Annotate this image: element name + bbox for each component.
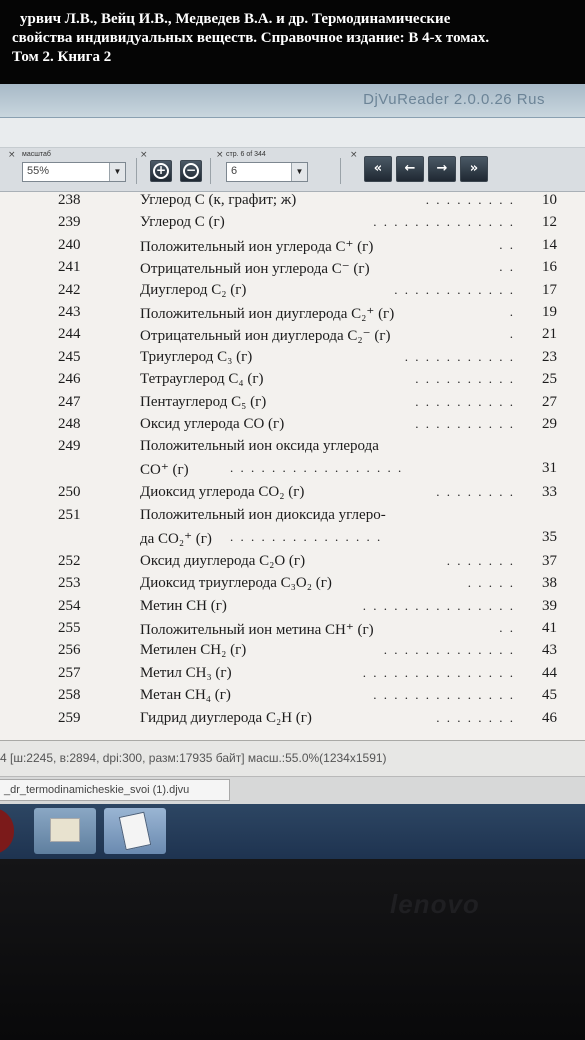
toc-number: 253 — [58, 575, 81, 592]
toc-page-number: 23 — [542, 348, 557, 365]
toc-page-number: 14 — [542, 236, 557, 253]
toc-page-number: 21 — [542, 326, 557, 343]
toc-number: 245 — [58, 348, 81, 365]
window-titlebar — [0, 84, 585, 118]
toc-title: Диуглерод C₂ (г) — [140, 281, 247, 298]
toc-number: 256 — [58, 642, 81, 659]
toc-row[interactable] — [0, 237, 585, 259]
toc-leader-dots: . . . . . . . . . . . . . . — [373, 214, 515, 230]
toolbar-divider — [136, 158, 137, 184]
toc-number: 244 — [58, 326, 81, 343]
toc-title: Положительный ион диоксида углеро- — [140, 506, 386, 523]
toc-row[interactable] — [0, 642, 585, 664]
toc-number: 254 — [58, 597, 81, 614]
chevron-down-icon[interactable]: ▼ — [291, 163, 307, 181]
toc-row[interactable] — [0, 349, 585, 371]
toc-row[interactable] — [0, 259, 585, 281]
toc-page-number: 17 — [542, 281, 557, 298]
toc-page-number: 38 — [542, 575, 557, 592]
toc-number: 255 — [58, 620, 81, 636]
toc-leader-dots: . — [509, 326, 515, 342]
toc-leader-dots: . . . . . . . . . . . . . . . — [362, 664, 515, 680]
toc-number: 259 — [58, 709, 81, 726]
taskbar — [0, 804, 585, 859]
toc-leader-dots: . . . . . . . . . . — [415, 416, 515, 431]
book-caption — [0, 0, 585, 84]
toc-title-continued: CO⁺ (г) — [140, 462, 189, 479]
toolbar — [0, 148, 585, 192]
toc-row[interactable] — [0, 507, 585, 553]
toolbar-grip-close-icon[interactable]: × — [140, 150, 148, 160]
toc-page-number: 10 — [542, 192, 557, 208]
toc-title: Метан CH₄ (г) — [140, 687, 231, 704]
toc-leader-dots: . . . . . . . . . . . — [404, 348, 515, 364]
toc-row[interactable] — [0, 484, 585, 506]
toc-page-number: 43 — [542, 642, 557, 659]
page-label: стр. 6 of 344 — [226, 151, 266, 158]
toc-page-number: 39 — [542, 597, 557, 614]
toc-leader-dots: . . — [499, 236, 515, 252]
toc-row[interactable] — [0, 553, 585, 575]
toc-page-number: 25 — [542, 371, 557, 388]
toc-row[interactable] — [0, 326, 585, 348]
toc-leader-dots: . . — [499, 620, 515, 635]
menubar — [0, 118, 585, 148]
toc-leader-dots: . . . . . . . . — [436, 484, 515, 500]
toc-leader-dots: . . . . . . . . . . . . . — [383, 642, 515, 658]
toc-page-number: 41 — [542, 620, 557, 636]
caption-line-2: свойства индивидуальных веществ. Справочное издание: В 4-х томах. — [12, 30, 490, 46]
toc-number: 240 — [58, 236, 81, 253]
page-value: 6 — [231, 165, 238, 177]
status-text: 4 [ш:2245, в:2894, dpi:300, разм:17935 байт] масш.:55.0%(1234x1591) — [0, 751, 387, 765]
toc-page-number: 19 — [542, 304, 557, 320]
toolbar-divider — [210, 158, 211, 184]
toc-row[interactable] — [0, 687, 585, 709]
toc-title: Триуглерод C₃ (г) — [140, 348, 253, 365]
document-tab[interactable] — [0, 779, 230, 801]
zoom-label: масштаб — [22, 151, 51, 158]
caption-line-3: Том 2. Книга 2 — [12, 49, 112, 65]
toolbar-grip-close-icon[interactable]: × — [8, 150, 16, 160]
caption-line-1: урвич Л.В., Вейц И.В., Медведев В.А. и др. Термодинамические — [20, 11, 451, 27]
toolbar-divider — [340, 158, 341, 184]
toc-page-number: 45 — [542, 687, 557, 704]
toc-page-number: 29 — [542, 416, 557, 432]
toc-leader-dots: . . . . . . . . . . — [415, 393, 515, 409]
toc-leader-dots: . . . . . . . . . . — [415, 371, 515, 387]
folder-icon — [50, 818, 80, 842]
toc-row[interactable] — [0, 192, 585, 214]
toc-title: Углерод C (к, графит; ж) — [140, 192, 297, 208]
toc-row[interactable] — [0, 371, 585, 393]
zoom-in-icon[interactable]: + — [150, 160, 172, 182]
toc-title: Метилен CH₂ (г) — [140, 642, 247, 659]
toc-page-number: 33 — [542, 484, 557, 501]
toolbar-grip-close-icon[interactable]: × — [350, 150, 358, 160]
chevron-down-icon[interactable]: ▼ — [109, 163, 125, 181]
status-bar — [0, 740, 585, 776]
toc-leader-dots: . . — [499, 259, 515, 275]
tab-filename: _dr_termodinamicheskie_svoi (1).djvu — [4, 784, 190, 796]
toc-leader-dots: . . . . . . . . — [436, 709, 515, 725]
toc-number: 243 — [58, 304, 81, 320]
toc-page-number: 37 — [542, 552, 557, 569]
last-page-icon[interactable]: » — [460, 156, 488, 182]
toc-number: 248 — [58, 416, 81, 432]
toc-page-number: 12 — [542, 214, 557, 231]
toc-leader-dots: . . . . . . . . . . . . — [394, 281, 515, 297]
toc-title: Положительный ион оксида углерода — [140, 438, 379, 455]
page-select[interactable] — [226, 162, 308, 182]
toc-title: Диоксид углерода CO₂ (г) — [140, 484, 305, 501]
toolbar-grip-close-icon[interactable]: × — [216, 150, 224, 160]
toc-page-number: 31 — [542, 460, 557, 477]
toc-number: 249 — [58, 438, 81, 455]
toc-leader-dots: . . . . . . . . . . . . . . . — [230, 528, 383, 544]
toc-leader-dots: . . . . . . . — [446, 552, 515, 568]
toc-title: Оксид углерода CO (г) — [140, 416, 285, 432]
toc-row[interactable] — [0, 665, 585, 687]
prev-page-icon[interactable]: ← — [396, 156, 424, 182]
toc-number: 242 — [58, 281, 81, 298]
document-icon — [119, 812, 152, 851]
toc-leader-dots: . . . . . . . . . . . . . . — [373, 687, 515, 703]
toc-title: Метин CH (г) — [140, 597, 227, 614]
toc-title: Тетрауглерод C₄ (г) — [140, 371, 264, 388]
toc-row[interactable] — [0, 394, 585, 416]
toc-page-number: 35 — [542, 528, 557, 545]
toc-row[interactable] — [0, 710, 585, 732]
taskbar-app-icon[interactable] — [0, 808, 14, 854]
toc-number: 257 — [58, 664, 81, 681]
toc-leader-dots: . — [509, 304, 515, 319]
toc-number: 258 — [58, 687, 81, 704]
toc-leader-dots: . . . . . . . . . — [425, 192, 515, 207]
toc-number: 246 — [58, 371, 81, 388]
toc-title: Пентауглерод C₅ (г) — [140, 393, 267, 410]
zoom-out-icon[interactable]: − — [180, 160, 202, 182]
toc-row[interactable] — [0, 304, 585, 326]
taskbar-explorer-icon[interactable] — [34, 808, 96, 854]
next-page-icon[interactable]: → — [428, 156, 456, 182]
toc-title: Положительный ион метина CH⁺ (г) — [140, 622, 374, 638]
first-page-icon[interactable]: « — [364, 156, 392, 182]
zoom-select[interactable] — [22, 162, 126, 182]
toc-row[interactable] — [0, 416, 585, 438]
toc-number: 251 — [58, 506, 81, 523]
toc-title: Отрицательный ион углерода C⁻ (г) — [140, 261, 370, 278]
laptop-bezel — [0, 859, 585, 1040]
toc-page-number: 46 — [542, 709, 557, 726]
toc-title: Диоксид триуглерода C₃O₂ (г) — [140, 575, 332, 592]
brand-logo: lenovo — [390, 889, 480, 919]
toc-number: 239 — [58, 214, 81, 231]
toc-page-number: 16 — [542, 259, 557, 276]
toc-title: Отрицательный ион диуглерода C₂⁻ (г) — [140, 328, 391, 345]
toc-number: 247 — [58, 393, 81, 410]
taskbar-djvu-icon[interactable] — [104, 808, 166, 854]
document-page[interactable] — [0, 192, 585, 740]
toc-row[interactable] — [0, 598, 585, 620]
toc-number: 241 — [58, 259, 81, 276]
toc-leader-dots: . . . . . — [467, 575, 515, 591]
toc-row[interactable] — [0, 575, 585, 597]
toc-row[interactable] — [0, 214, 585, 236]
document-tabbar — [0, 776, 585, 804]
toc-title-continued: да CO₂⁺ (г) — [140, 530, 212, 547]
toc-leader-dots: . . . . . . . . . . . . . . . — [362, 597, 515, 613]
toc-number: 252 — [58, 552, 81, 569]
toc-page-number: 44 — [542, 664, 557, 681]
monitor-screen — [0, 84, 585, 859]
toc-title: Углерод C (г) — [140, 214, 225, 231]
toc-title: Оксид диуглерода C₂O (г) — [140, 552, 306, 569]
toc-title: Гидрид диуглерода C₂H (г) — [140, 709, 312, 726]
toc-number: 238 — [58, 192, 81, 208]
zoom-value: 55% — [27, 165, 50, 177]
toc-row[interactable] — [0, 282, 585, 304]
toc-title: Положительный ион диуглерода C₂⁺ (г) — [140, 306, 395, 322]
toc-page-number: 27 — [542, 393, 557, 410]
toc-leader-dots: . . . . . . . . . . . . . . . . . — [230, 460, 404, 476]
toc-title: Положительный ион углерода C⁺ (г) — [140, 238, 374, 255]
toc-number: 250 — [58, 484, 81, 501]
toc-row[interactable] — [0, 438, 585, 484]
app-title: DjVuReader 2.0.0.26 Rus — [363, 91, 545, 108]
toc-row[interactable] — [0, 620, 585, 642]
toc-title: Метил CH₃ (г) — [140, 664, 232, 681]
